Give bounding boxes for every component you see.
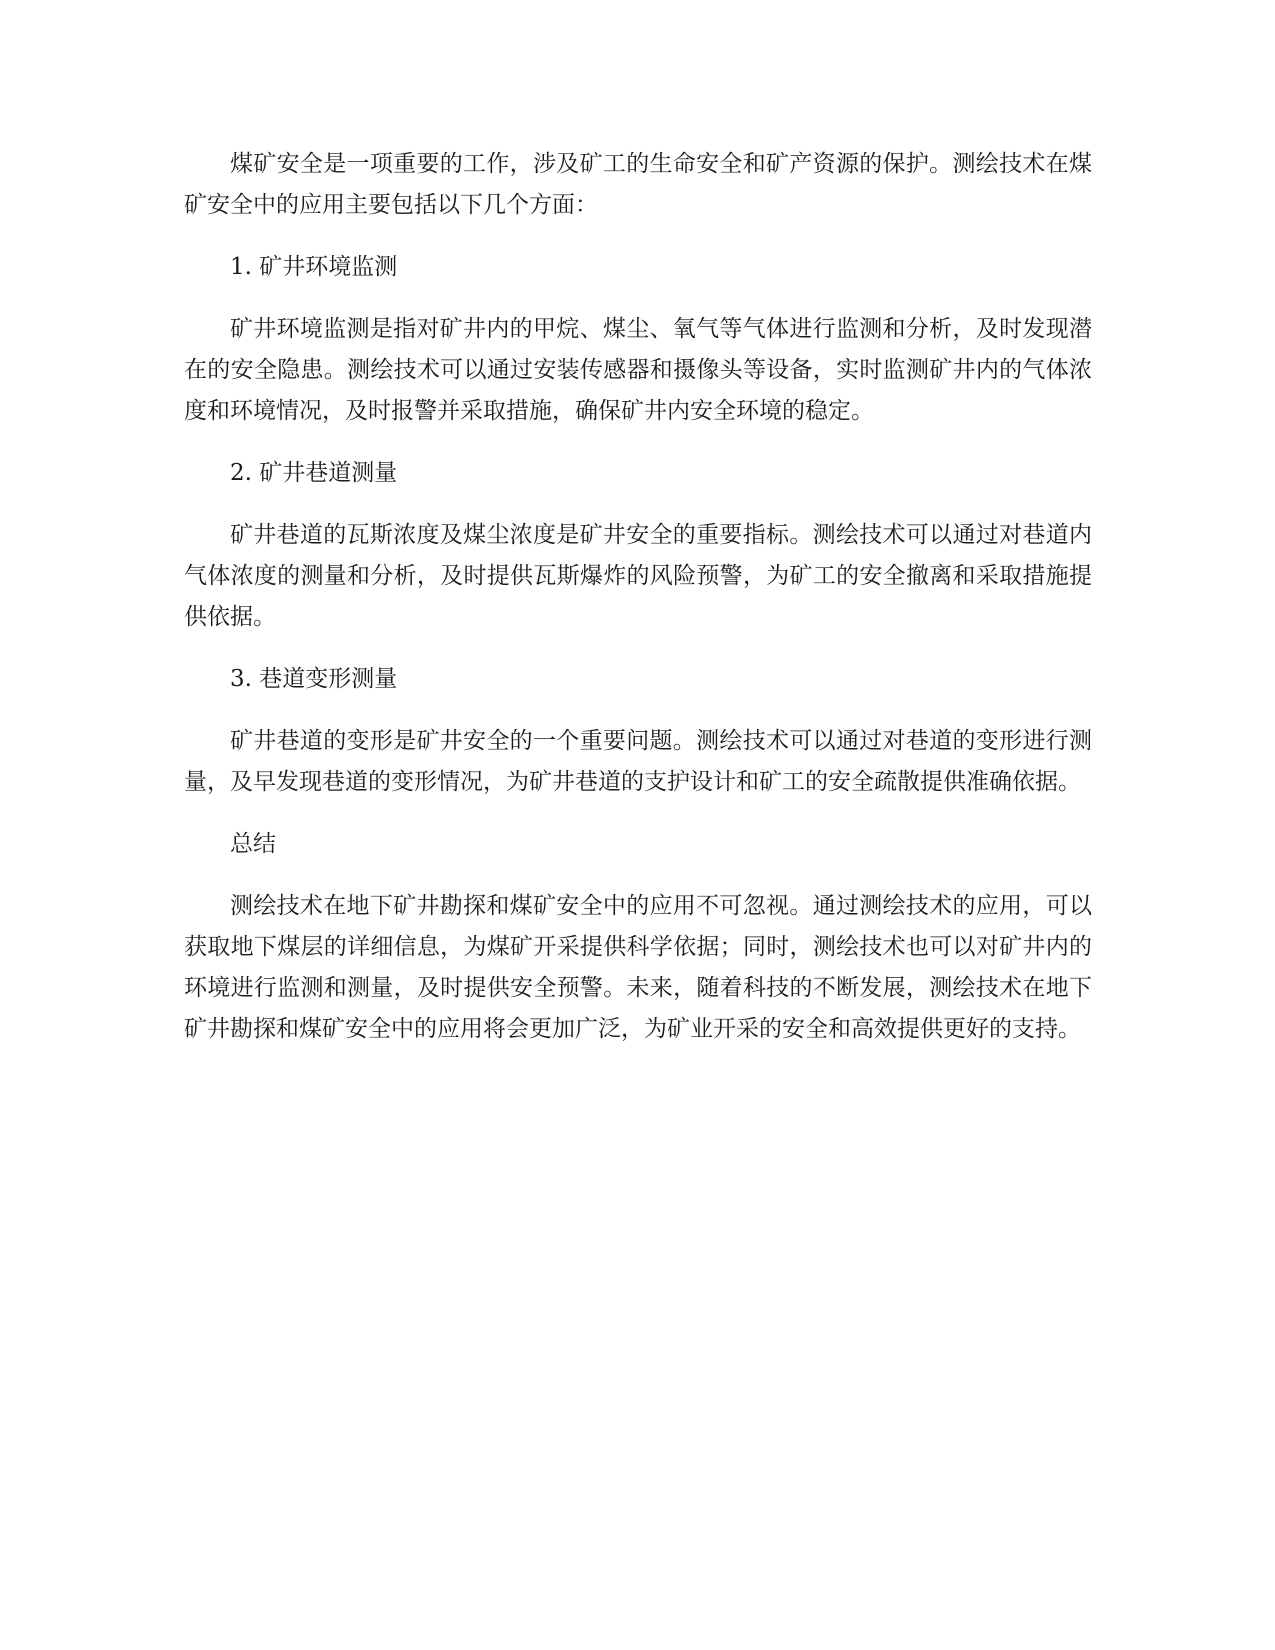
summary-paragraph: 测绘技术在地下矿井勘探和煤矿安全中的应用不可忽视。通过测绘技术的应用，可以获取地下煤层的详细信息，为煤矿开采提供科学依据；同时，测绘技术也可以对矿井内的环境进行监测和测量，及时提供安全预警。未来，随着科技的不断发展，测绘技术在地下矿井勘探和煤矿安全中的应用将会更加广泛，为矿业开采的安全和高效提供更好的支持。 [184, 893, 1092, 1042]
section-heading-summary: 总结 [230, 831, 276, 857]
document-body [184, 144, 1092, 1071]
roadway-measurement-paragraph: 矿井巷道的瓦斯浓度及煤尘浓度是矿井安全的重要指标。测绘技术可以通过对巷道内气体浓度的测量和分析，及时提供瓦斯爆炸的风险预警，为矿工的安全撤离和采取措施提供依据。 [184, 522, 1092, 630]
section-heading-deformation-measurement: 3. 巷道变形测量 [230, 666, 398, 692]
deformation-measurement-paragraph: 矿井巷道的变形是矿井安全的一个重要问题。测绘技术可以通过对巷道的变形进行测量，及早发现巷道的变形情况，为矿井巷道的支护设计和矿工的安全疏散提供准确依据。 [184, 728, 1092, 795]
section-heading-environment-monitoring: 1. 矿井环境监测 [230, 254, 398, 280]
environment-monitoring-paragraph: 矿井环境监测是指对矿井内的甲烷、煤尘、氧气等气体进行监测和分析，及时发现潜在的安全隐患。测绘技术可以通过安装传感器和摄像头等设备，实时监测矿井内的气体浓度和环境情况，及时报警并采取措施，确保矿井内安全环境的稳定。 [184, 316, 1092, 424]
section-heading-roadway-measurement: 2. 矿井巷道测量 [230, 460, 398, 486]
intro-paragraph: 煤矿安全是一项重要的工作，涉及矿工的生命安全和矿产资源的保护。测绘技术在煤矿安全中的应用主要包括以下几个方面： [184, 151, 1092, 218]
